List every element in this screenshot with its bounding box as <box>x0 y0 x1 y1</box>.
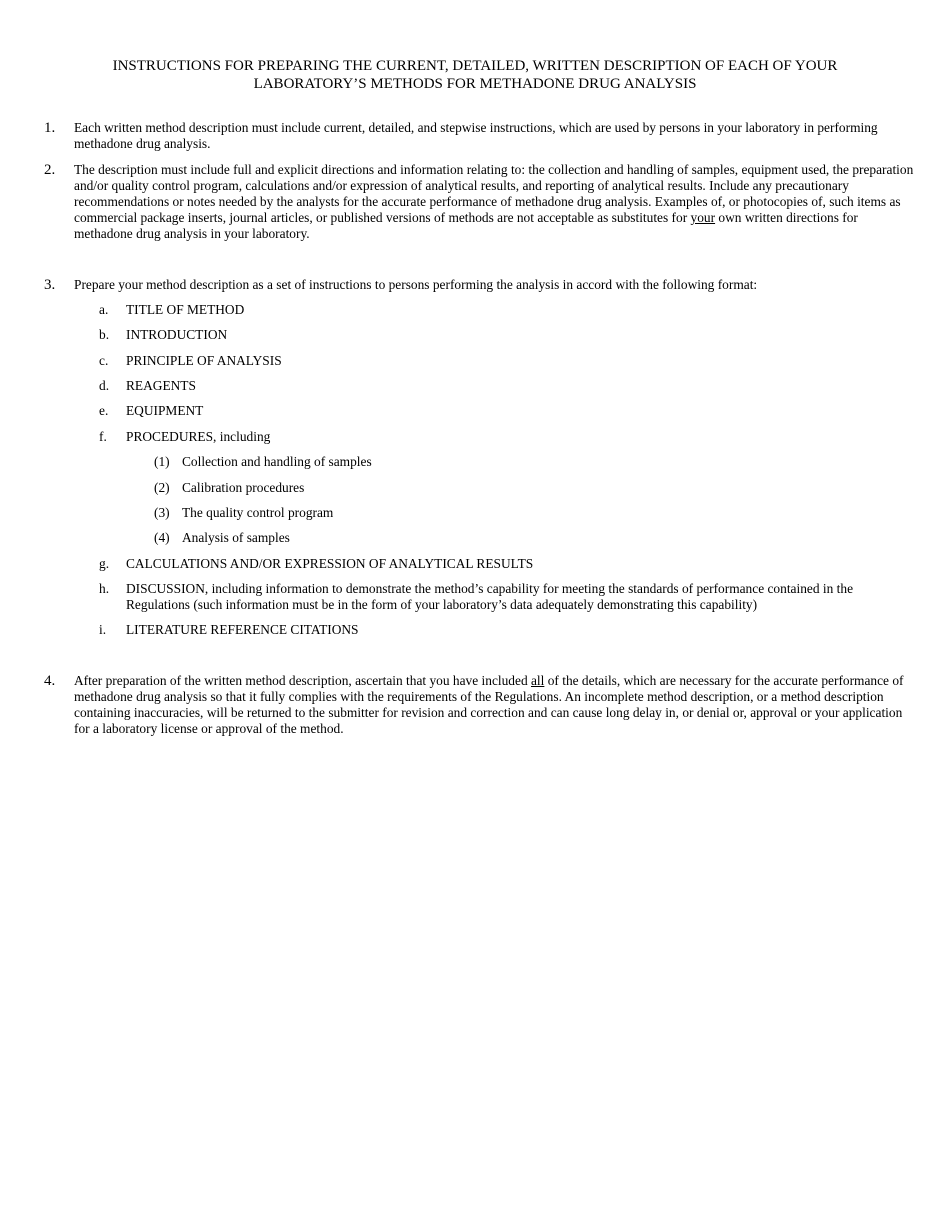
item-text: Each written method description must include current, detailed, and stepwise instructions, which are used by persons in your laboratory in performing methadone drug analysis. <box>74 120 878 151</box>
item-number: 4. <box>44 673 56 689</box>
format-item-g <box>99 556 906 572</box>
format-letter: g. <box>99 556 110 571</box>
procedure-number: (4) <box>154 530 170 545</box>
format-text: LITERATURE REFERENCE CITATIONS <box>126 622 359 637</box>
format-item-h <box>99 581 906 613</box>
format-text: DISCUSSION, including information to demonstrate the method’s capability for meeting the standards of performance contained in the Regulations (such information must be in the form of your laboratory’s data adequately demonstrating this capability) <box>126 581 854 612</box>
item-text-underlined: all <box>530 673 545 688</box>
format-letter: i. <box>99 622 107 637</box>
format-item-c <box>99 353 906 369</box>
format-item-e <box>99 403 906 419</box>
format-text: PROCEDURES, including <box>126 429 271 444</box>
title-line-2: LABORATORY’S METHODS FOR METHADONE DRUG ANALYSIS <box>253 76 697 92</box>
format-text: EQUIPMENT <box>126 403 204 418</box>
format-item-i <box>99 622 906 638</box>
item-number: 3. <box>44 277 56 293</box>
format-letter: f. <box>99 429 107 444</box>
instruction-item-2 <box>44 162 914 242</box>
document-title <box>60 57 890 93</box>
format-letter: e. <box>99 403 109 418</box>
format-item-f <box>99 429 906 445</box>
format-text: PRINCIPLE OF ANALYSIS <box>126 353 282 368</box>
procedure-item-4 <box>154 530 882 546</box>
format-letter: c. <box>99 353 109 368</box>
procedure-number: (3) <box>154 505 170 520</box>
instruction-item-3 <box>44 277 914 293</box>
format-letter: h. <box>99 581 110 596</box>
instruction-item-1 <box>44 120 914 152</box>
format-letter: d. <box>99 378 110 393</box>
procedure-text: The quality control program <box>182 505 334 520</box>
title-line-1: INSTRUCTIONS FOR PREPARING THE CURRENT, DETAILED, WRITTEN DESCRIPTION OF EACH OF YOUR <box>112 58 838 74</box>
instruction-item-4 <box>44 673 914 737</box>
format-letter: b. <box>99 327 110 342</box>
format-item-a <box>99 302 906 318</box>
procedure-item-2 <box>154 480 882 496</box>
item-text-underlined: your <box>690 210 716 225</box>
item-text-part-1: The description must include full and explicit directions and information relating to: the collection and handling of samples, equipment used, the preparation and/or quality control program, calculations and/or expression of analytical results, and reporting of analytical results. Include any precautionary recommendations or notes needed by the analysts for the accurate performance of methadone drug analysis. Examples of, or photocopies of, such items as commercial package inserts, journal articles, or published versions of methods are not acceptable as substitutes for <box>74 162 914 225</box>
procedure-text: Calibration procedures <box>182 480 305 495</box>
format-item-d <box>99 378 906 394</box>
procedure-number: (2) <box>154 480 170 495</box>
item-number: 1. <box>44 120 56 136</box>
item-text-part-2: own written directions for methadone drug analysis in your laboratory. <box>74 210 858 241</box>
item-text-part-2: of the details, which are necessary for the accurate performance of methadone drug analysis so that it fully complies with the requirements of the Regulations. An incomplete method description, or a method description containing inaccuracies, will be returned to the submitter for revision and correction and can cause long delay in, or denial or, approval or your application for a laboratory license or approval of the method. <box>74 673 904 736</box>
procedure-number: (1) <box>154 454 170 469</box>
format-letter: a. <box>99 302 109 317</box>
procedure-text: Collection and handling of samples <box>182 454 372 469</box>
item-number: 2. <box>44 162 56 178</box>
procedure-item-1 <box>154 454 882 470</box>
item-text-part-1: After preparation of the written method description, ascertain that you have included <box>74 673 531 688</box>
format-item-b <box>99 327 906 343</box>
procedure-item-3 <box>154 505 882 521</box>
format-text: INTRODUCTION <box>126 327 228 342</box>
procedure-text: Analysis of samples <box>182 530 290 545</box>
format-text: TITLE OF METHOD <box>126 302 245 317</box>
format-text: CALCULATIONS AND/OR EXPRESSION OF ANALYTICAL RESULTS <box>126 556 534 571</box>
format-text: REAGENTS <box>126 378 196 393</box>
item-text: Prepare your method description as a set of instructions to persons performing the analysis in accord with the following format: <box>74 277 758 292</box>
